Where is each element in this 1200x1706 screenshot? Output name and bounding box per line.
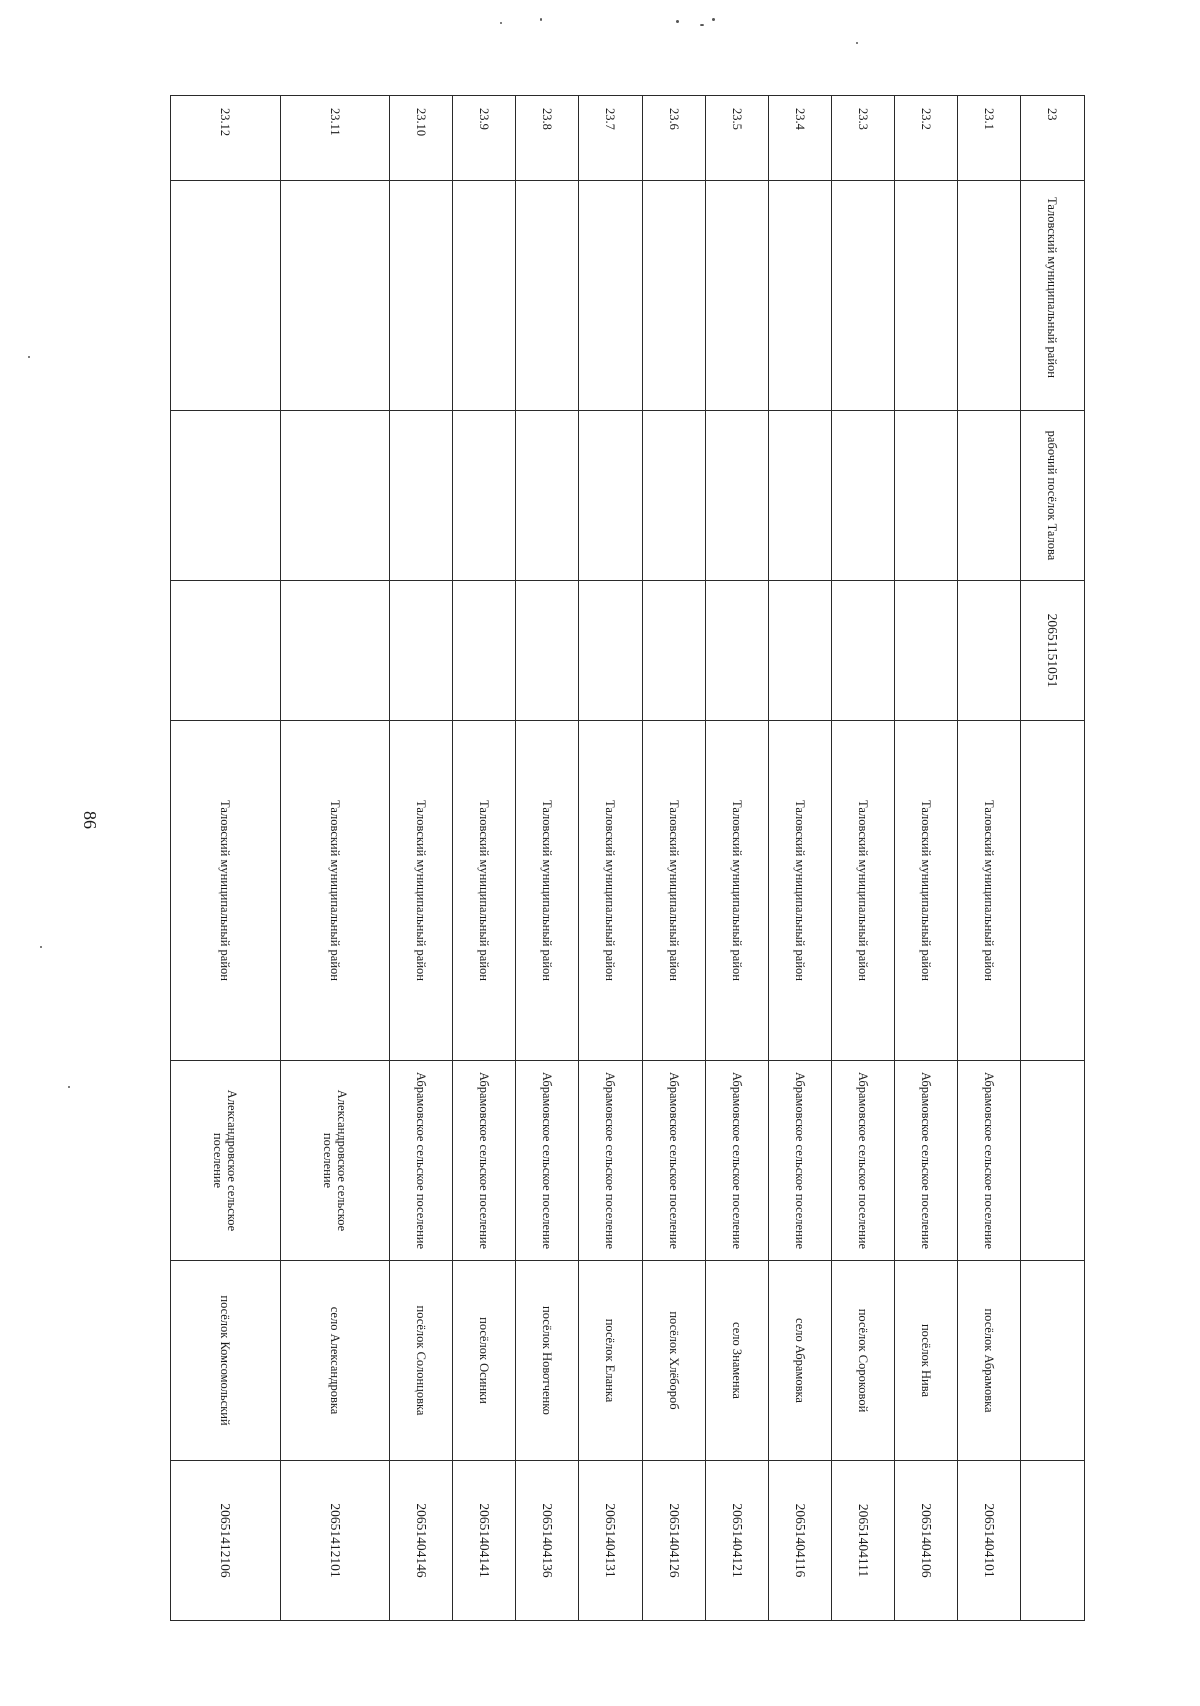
scan-speck bbox=[700, 24, 704, 26]
row-code: 20651404121 bbox=[705, 1461, 768, 1621]
row-district: Таловский муниципальный район bbox=[957, 721, 1020, 1061]
table-body bbox=[171, 96, 1085, 1621]
header-district: Таловский муниципальный район bbox=[1021, 181, 1085, 411]
row-locality: посёлок Хлёбороб bbox=[642, 1261, 705, 1461]
empty-cell bbox=[768, 581, 831, 721]
table-row bbox=[894, 96, 957, 1621]
row-settlement: Абрамовское сельское поселение bbox=[768, 1061, 831, 1261]
empty-cell bbox=[453, 581, 516, 721]
row-code: 20651404111 bbox=[831, 1461, 894, 1621]
row-number: 23.10 bbox=[390, 96, 453, 181]
empty-cell bbox=[705, 411, 768, 581]
table-row bbox=[831, 96, 894, 1621]
empty-cell bbox=[642, 181, 705, 411]
row-code: 20651404131 bbox=[579, 1461, 642, 1621]
row-number: 23.7 bbox=[579, 96, 642, 181]
empty-cell bbox=[768, 181, 831, 411]
row-number: 23.4 bbox=[768, 96, 831, 181]
row-settlement: Абрамовское сельское поселение bbox=[831, 1061, 894, 1261]
empty-cell bbox=[516, 181, 579, 411]
row-locality: посёлок Сороковой bbox=[831, 1261, 894, 1461]
row-number: 23.12 bbox=[171, 96, 281, 181]
empty-cell bbox=[390, 411, 453, 581]
row-settlement: Абрамовское сельское поселение bbox=[516, 1061, 579, 1261]
row-code: 20651404101 bbox=[957, 1461, 1020, 1621]
row-locality: село Знаменка bbox=[705, 1261, 768, 1461]
row-settlement: Абрамовское сельское поселение bbox=[453, 1061, 516, 1261]
table-row bbox=[390, 96, 453, 1621]
row-code: 20651412101 bbox=[280, 1461, 390, 1621]
row-settlement: Абрамовское сельское поселение bbox=[894, 1061, 957, 1261]
row-locality: посёлок Еланка bbox=[579, 1261, 642, 1461]
table-row bbox=[280, 96, 390, 1621]
empty-cell bbox=[171, 181, 281, 411]
row-settlement: Александровское сельское поселение bbox=[280, 1061, 390, 1261]
header-empty-cell bbox=[1021, 1461, 1085, 1621]
table-row bbox=[453, 96, 516, 1621]
row-district: Таловский муниципальный район bbox=[768, 721, 831, 1061]
row-code: 20651404126 bbox=[642, 1461, 705, 1621]
scan-speck bbox=[40, 946, 42, 948]
empty-cell bbox=[642, 581, 705, 721]
empty-cell bbox=[579, 181, 642, 411]
page-number: 86 bbox=[80, 811, 100, 829]
empty-cell bbox=[831, 411, 894, 581]
scan-speck bbox=[500, 22, 502, 24]
row-code: 20651404106 bbox=[894, 1461, 957, 1621]
empty-cell bbox=[280, 411, 390, 581]
row-locality: посёлок Осинки bbox=[453, 1261, 516, 1461]
table-row bbox=[579, 96, 642, 1621]
row-settlement: Александровское сельское поселение bbox=[171, 1061, 281, 1261]
row-district: Таловский муниципальный район bbox=[894, 721, 957, 1061]
row-locality: село Абрамовка bbox=[768, 1261, 831, 1461]
row-number: 23.9 bbox=[453, 96, 516, 181]
row-code: 20651412106 bbox=[171, 1461, 281, 1621]
scan-speck bbox=[676, 20, 679, 23]
row-code: 20651404136 bbox=[516, 1461, 579, 1621]
row-number: 23.11 bbox=[280, 96, 390, 181]
row-district: Таловский муниципальный район bbox=[171, 721, 281, 1061]
empty-cell bbox=[894, 181, 957, 411]
scan-speck bbox=[540, 18, 542, 21]
row-settlement: Абрамовское сельское поселение bbox=[705, 1061, 768, 1261]
scan-speck bbox=[712, 18, 715, 21]
row-settlement: Абрамовское сельское поселение bbox=[390, 1061, 453, 1261]
scan-speck bbox=[856, 42, 858, 44]
empty-cell bbox=[516, 411, 579, 581]
empty-cell bbox=[768, 411, 831, 581]
row-settlement: Абрамовское сельское поселение bbox=[642, 1061, 705, 1261]
table-row bbox=[171, 96, 281, 1621]
empty-cell bbox=[280, 181, 390, 411]
row-locality: посёлок Комсомольский bbox=[171, 1261, 281, 1461]
empty-cell bbox=[831, 581, 894, 721]
row-district: Таловский муниципальный район bbox=[453, 721, 516, 1061]
row-number: 23.5 bbox=[705, 96, 768, 181]
empty-cell bbox=[705, 581, 768, 721]
empty-cell bbox=[579, 581, 642, 721]
header-empty-cell bbox=[1021, 721, 1085, 1061]
row-district: Таловский муниципальный район bbox=[831, 721, 894, 1061]
empty-cell bbox=[171, 411, 281, 581]
table-row bbox=[642, 96, 705, 1621]
row-district: Таловский муниципальный район bbox=[579, 721, 642, 1061]
row-code: 20651404141 bbox=[453, 1461, 516, 1621]
empty-cell bbox=[894, 411, 957, 581]
scan-speck bbox=[68, 1086, 70, 1088]
empty-cell bbox=[390, 181, 453, 411]
header-center-name: рабочий посёлок Талова bbox=[1021, 411, 1085, 581]
empty-cell bbox=[579, 411, 642, 581]
empty-cell bbox=[280, 581, 390, 721]
row-number: 23.6 bbox=[642, 96, 705, 181]
row-code: 20651404116 bbox=[768, 1461, 831, 1621]
table-row bbox=[768, 96, 831, 1621]
municipal-table bbox=[170, 95, 1085, 1621]
row-district: Таловский муниципальный район bbox=[705, 721, 768, 1061]
empty-cell bbox=[957, 581, 1020, 721]
row-number: 23.1 bbox=[957, 96, 1020, 181]
empty-cell bbox=[831, 181, 894, 411]
empty-cell bbox=[957, 181, 1020, 411]
row-code: 20651404146 bbox=[390, 1461, 453, 1621]
header-empty-cell bbox=[1021, 1061, 1085, 1261]
row-locality: село Александровка bbox=[280, 1261, 390, 1461]
empty-cell bbox=[642, 411, 705, 581]
table-row bbox=[705, 96, 768, 1621]
row-number: 23.8 bbox=[516, 96, 579, 181]
row-locality: посёлок Абрамовка bbox=[957, 1261, 1020, 1461]
header-center-code: 20651151051 bbox=[1021, 581, 1085, 721]
row-locality: посёлок Солонцовка bbox=[390, 1261, 453, 1461]
rotated-table-wrapper bbox=[170, 95, 1085, 1620]
row-district: Таловский муниципальный район bbox=[280, 721, 390, 1061]
row-locality: посёлок Новотченко bbox=[516, 1261, 579, 1461]
table-row bbox=[957, 96, 1020, 1621]
row-settlement: Абрамовское сельское поселение bbox=[579, 1061, 642, 1261]
empty-cell bbox=[957, 411, 1020, 581]
empty-cell bbox=[516, 581, 579, 721]
empty-cell bbox=[705, 181, 768, 411]
row-number: 23.2 bbox=[894, 96, 957, 181]
table-header-row bbox=[1021, 96, 1085, 1621]
table-row bbox=[516, 96, 579, 1621]
row-settlement: Абрамовское сельское поселение bbox=[957, 1061, 1020, 1261]
empty-cell bbox=[171, 581, 281, 721]
row-number: 23.3 bbox=[831, 96, 894, 181]
empty-cell bbox=[894, 581, 957, 721]
row-locality: посёлок Нива bbox=[894, 1261, 957, 1461]
scan-speck bbox=[28, 356, 30, 358]
row-district: Таловский муниципальный район bbox=[516, 721, 579, 1061]
empty-cell bbox=[453, 411, 516, 581]
row-district: Таловский муниципальный район bbox=[390, 721, 453, 1061]
header-empty-cell bbox=[1021, 1261, 1085, 1461]
empty-cell bbox=[390, 581, 453, 721]
row-district: Таловский муниципальный район bbox=[642, 721, 705, 1061]
empty-cell bbox=[453, 181, 516, 411]
header-number: 23 bbox=[1021, 96, 1085, 181]
